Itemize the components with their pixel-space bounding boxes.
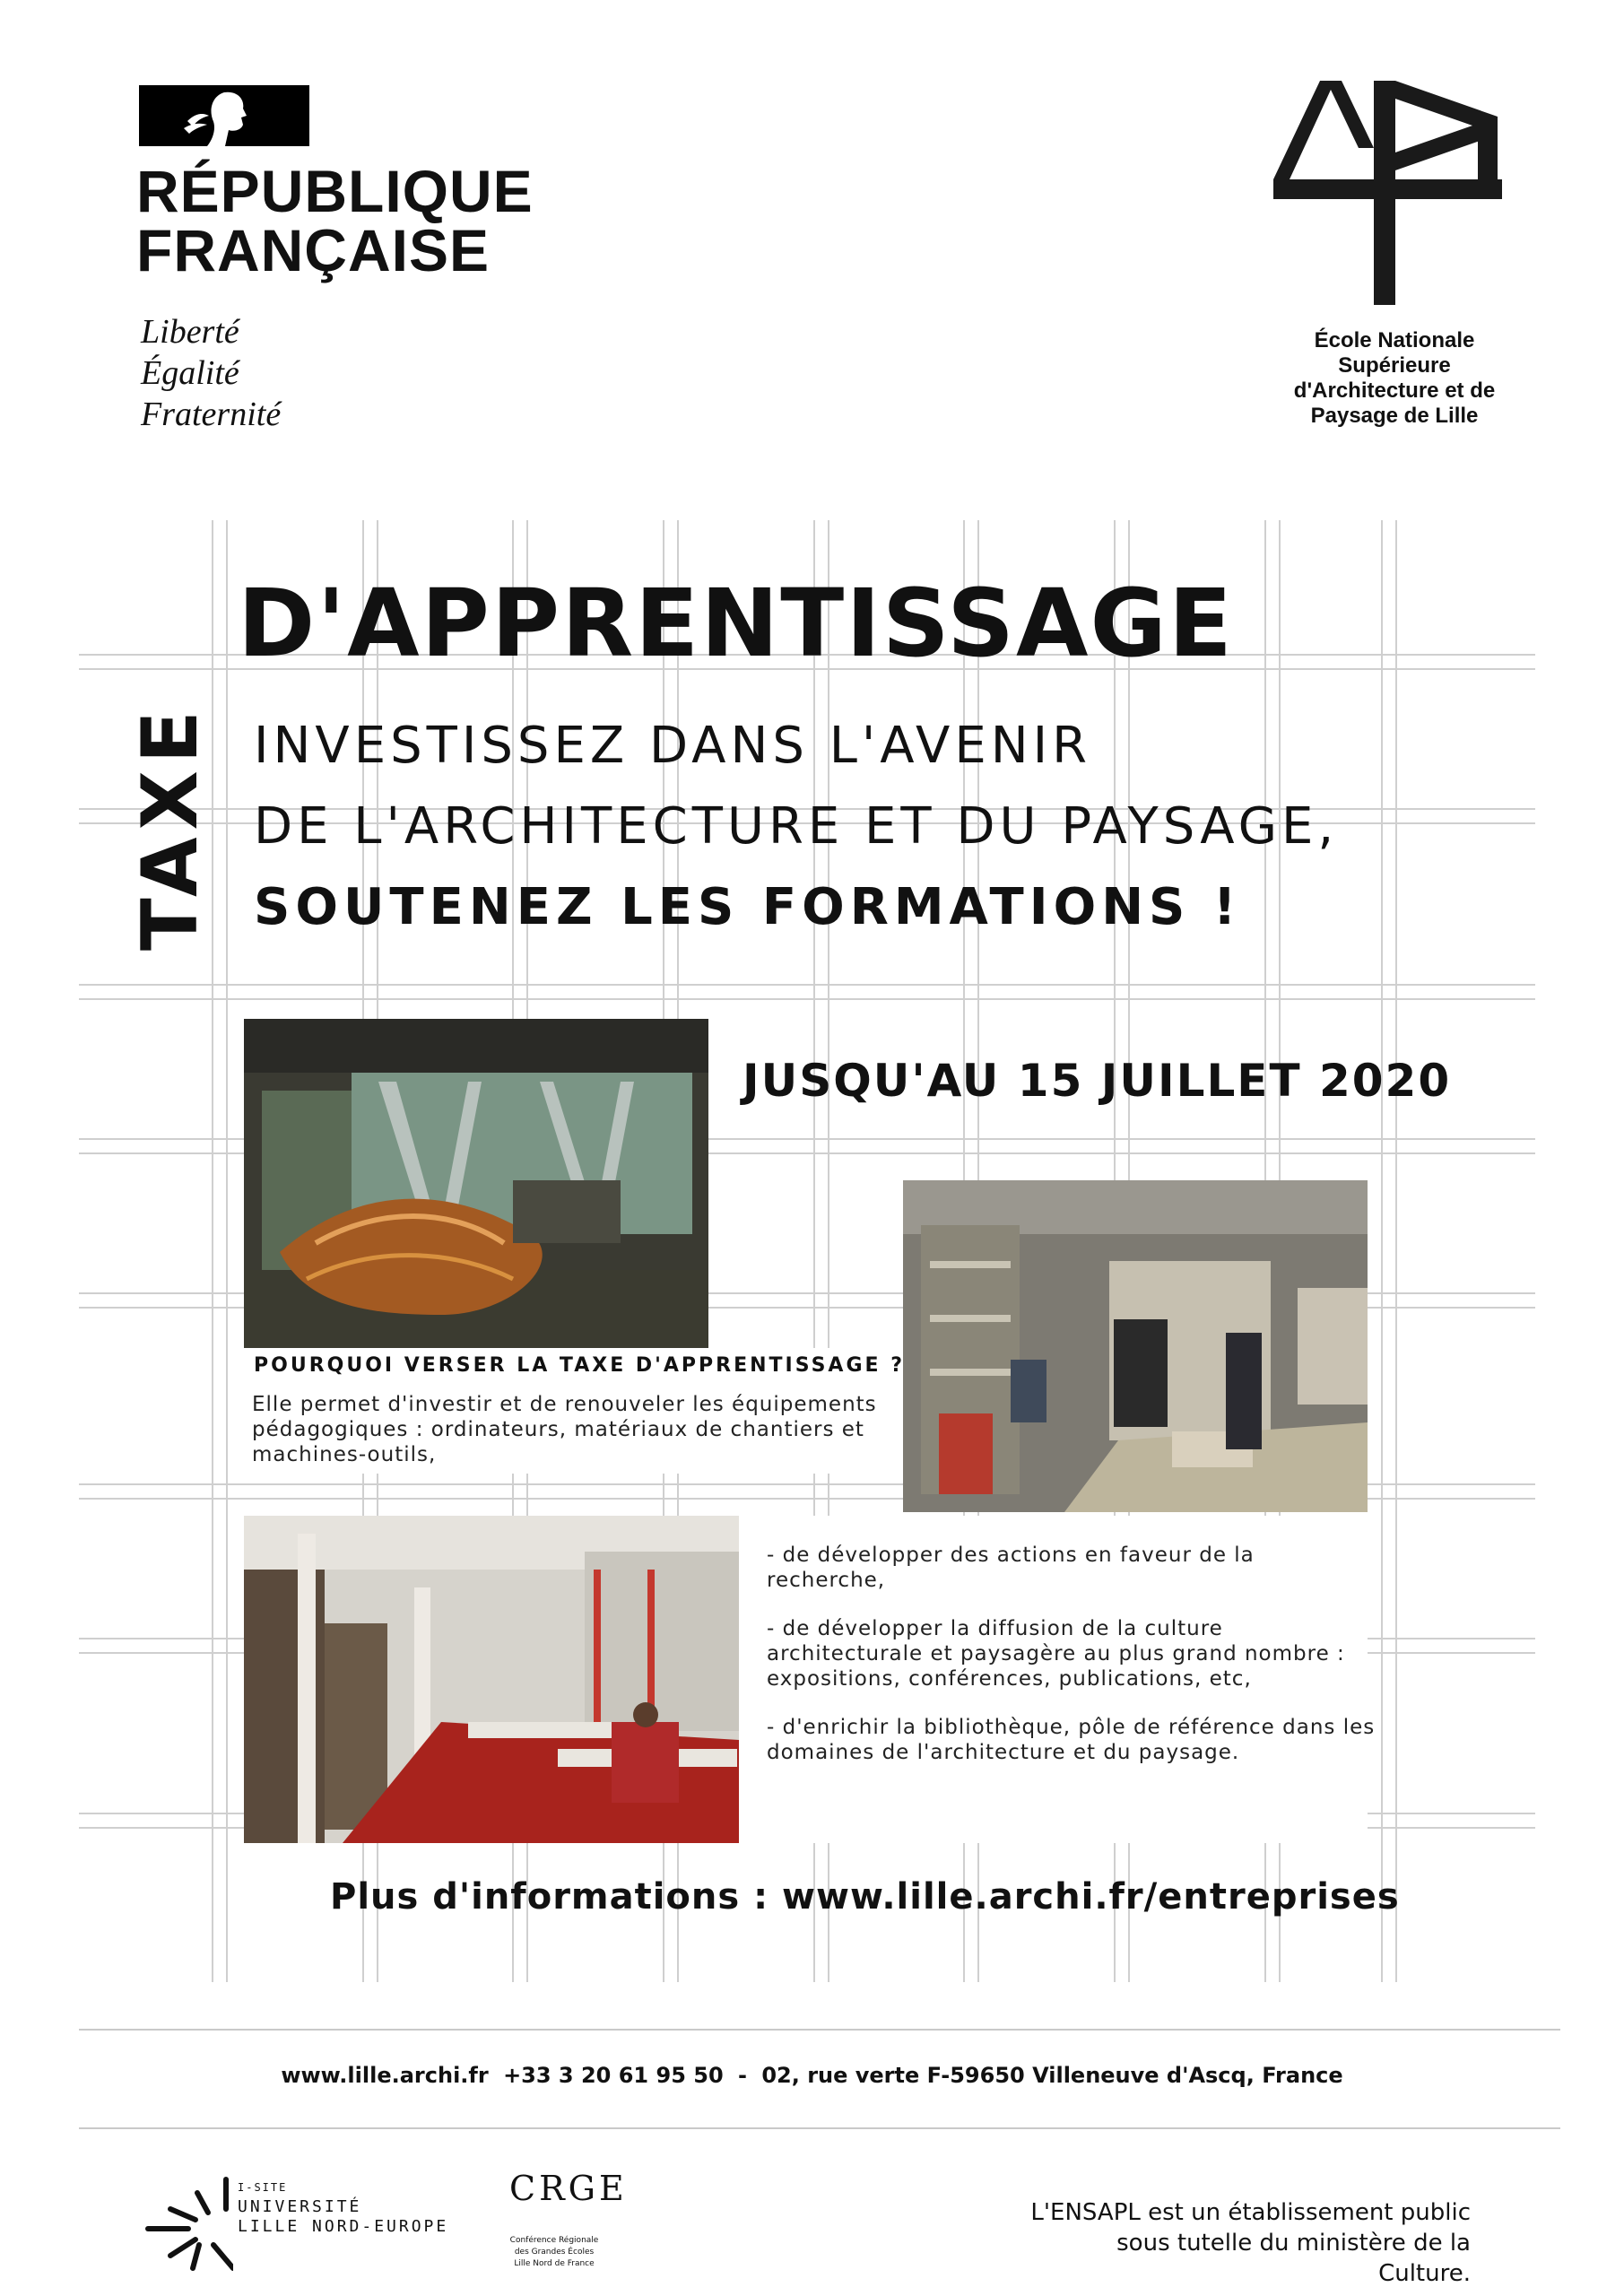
subtitle-line-1: INVESTISSEZ DANS L'AVENIR [254, 717, 1092, 775]
library-photo [244, 1516, 739, 1843]
crge-caption [496, 2235, 612, 2270]
title-vertical: TAXE [126, 703, 215, 951]
footer-address: 02, rue verte F-59650 Villeneuve d'Ascq, France [761, 2063, 1343, 2088]
footer-divider [79, 2029, 1560, 2031]
footer-divider [79, 2127, 1560, 2129]
more-info-link[interactable]: Plus d'informations : www.lille.archi.fr/entreprises [330, 1876, 1400, 1918]
public-statement [1022, 2197, 1471, 2289]
workshop-photo [244, 1019, 708, 1348]
crge-line: Lille Nord de France [514, 2259, 595, 2268]
ensapl-line: Supérieure [1338, 353, 1451, 378]
motto-egalite: Égalité [141, 354, 239, 392]
ensapl-logo-icon [1273, 81, 1507, 305]
ensapl-line: d'Architecture et de [1293, 378, 1496, 403]
bullet-item: - de développer des actions en faveur de la recherche, [767, 1544, 1255, 1592]
ulne-wordmark [238, 2178, 448, 2237]
public-line: sous tutelle du ministère de la Culture. [1116, 2230, 1471, 2287]
why-heading: POURQUOI VERSER LA TAXE D'APPRENTISSAGE ? [254, 1354, 905, 1377]
ensapl-line: Paysage de Lille [1310, 404, 1479, 428]
ensapl-line: École Nationale [1314, 328, 1475, 352]
footer-contact [0, 2063, 1624, 2088]
ulne-line: UNIVERSITÉ [238, 2197, 362, 2216]
footer-phone[interactable]: +33 3 20 61 95 50 [503, 2063, 724, 2088]
motto-liberte: Liberté [141, 313, 239, 351]
ulne-line: LILLE NORD-EUROPE [238, 2217, 449, 2236]
title-main: D'APPRENTISSAGE [238, 569, 1234, 678]
republique-francaise-wordmark [136, 158, 534, 283]
footer-website[interactable]: www.lille.archi.fr [281, 2063, 489, 2088]
ensapl-name [1246, 328, 1542, 429]
footer-separator: - [738, 2063, 747, 2088]
why-text: Elle permet d'investir et de renouveler les équipements pédagogiques : ordinateurs, matériaux de chantiers et machines-outils, [252, 1393, 877, 1466]
francaise-line: FRANÇAISE [136, 217, 491, 283]
crge-line: Conférence Régionale [509, 2236, 599, 2245]
bullets-list [767, 1543, 1376, 1788]
marianne-flag-icon [139, 85, 309, 146]
ulne-starburst-icon [143, 2175, 233, 2274]
deadline: JUSQU'AU 15 JUILLET 2020 [743, 1055, 1452, 1107]
bullet-item: - d'enrichir la bibliothèque, pôle de référence dans les domaines de l'architecture et du paysage. [767, 1716, 1376, 1764]
public-line: L'ENSAPL est un établissement public [1030, 2199, 1471, 2226]
bullet-item: - de développer la diffusion de la culture architecturale et paysagère au plus grand nombre : expositions, conférences, publications, etc, [767, 1617, 1345, 1691]
crge-logo: CRGE [509, 2169, 628, 2208]
motto [141, 311, 281, 435]
studio-photo [903, 1180, 1368, 1512]
ulne-isite: I-SITE [238, 2181, 288, 2194]
crge-line: des Grandes Écoles [514, 2248, 595, 2257]
motto-fraternite: Fraternité [141, 396, 282, 433]
subtitle-line-2: DE L'ARCHITECTURE ET DU PAYSAGE, [254, 797, 1339, 856]
subtitle-line-3: SOUTENEZ LES FORMATIONS ! [254, 878, 1242, 936]
republique-line: RÉPUBLIQUE [136, 158, 534, 224]
